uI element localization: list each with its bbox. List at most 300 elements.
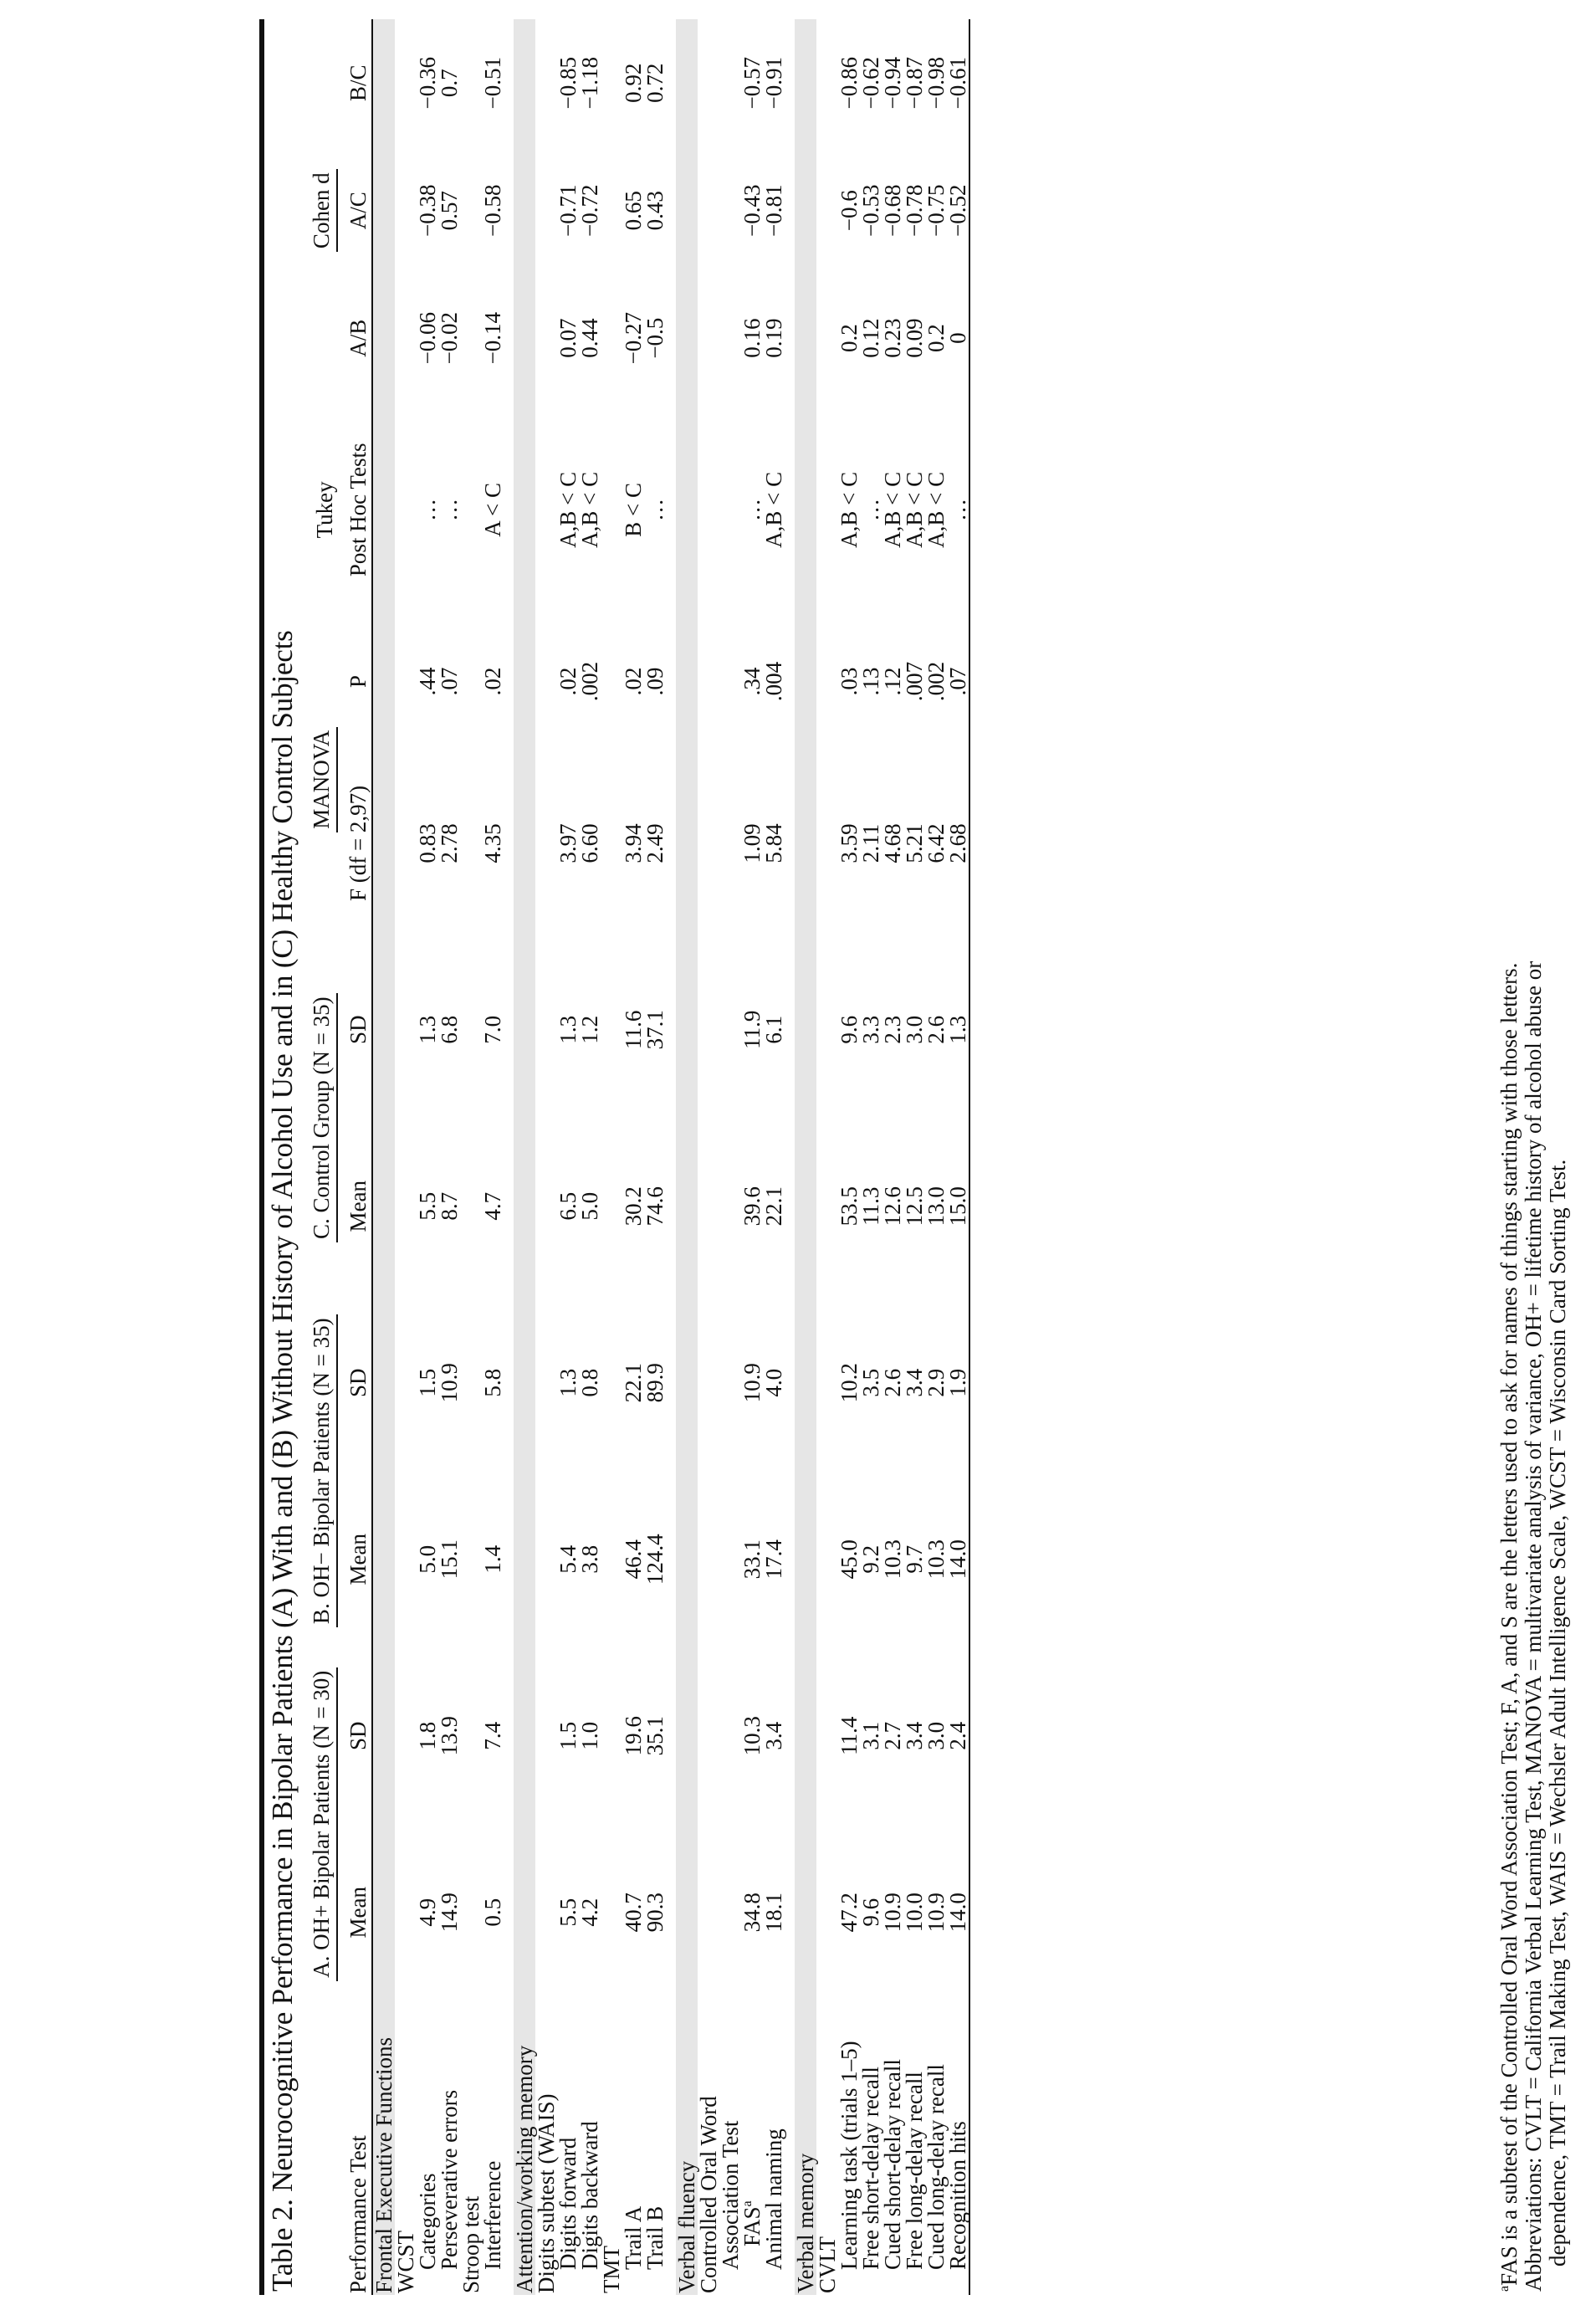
row-label (698, 2000, 719, 2295)
cell-mean-a: 40.7 (621, 1893, 646, 1933)
cell-post-hoc (601, 402, 622, 617)
cell-f-value (795, 745, 816, 941)
cell-cohen-ac (698, 147, 719, 274)
cell-sd-c: 11.6 (621, 1010, 646, 1049)
table-row (947, 19, 969, 2295)
cell-mean-b: 10.3 (880, 1539, 905, 1580)
row-label-text: Attention/working memory (512, 2045, 537, 2293)
cell-cohen-bc: 0.92 (621, 63, 646, 103)
row-label (882, 2000, 903, 2295)
cell-sd-a: 2.7 (880, 1721, 905, 1750)
cell-p-value (795, 617, 816, 745)
cell-cohen-bc: −0.85 (555, 57, 581, 110)
cell-cohen-ac (395, 147, 417, 274)
cell-cohen-ac: −0.81 (761, 184, 786, 238)
row-label (741, 2000, 763, 2295)
cell-mean-c (372, 1118, 395, 1294)
cell-cohen-bc: 0.7 (437, 69, 462, 98)
cell-f-value (514, 745, 535, 941)
cell-sd-b (514, 1294, 535, 1471)
table-row (763, 19, 785, 2295)
cell-cohen-ac (372, 147, 395, 274)
cell-sd-a: 3.4 (761, 1721, 786, 1750)
cell-mean-c (719, 1118, 741, 1294)
row-label (395, 2000, 417, 2295)
cell-sd-c: 3.0 (902, 1015, 927, 1044)
results-table (306, 19, 970, 2295)
section-row (795, 19, 816, 2295)
cell-mean-b: 14.0 (947, 1471, 969, 1647)
cell-mean-c: 6.5 (555, 1191, 581, 1221)
cell-post-hoc: A,B < C (577, 471, 602, 548)
cell-cohen-ab: −0.14 (480, 311, 505, 365)
table-row (557, 19, 579, 2295)
cell-post-hoc: B < C (621, 482, 646, 537)
cell-post-hoc: A,B < C (902, 471, 927, 548)
cell-post-hoc: … (739, 498, 765, 521)
cell-cohen-bc (816, 19, 838, 147)
cell-cohen-ab: 0.12 (858, 318, 883, 358)
cell-cohen-bc: −0.62 (858, 57, 883, 110)
cell-mean-c: 5.0 (577, 1191, 602, 1221)
table-row (438, 19, 460, 2295)
cell-sd-c: 1.2 (577, 1015, 602, 1044)
cell-sd-b: 4.0 (761, 1368, 786, 1397)
cell-f-value: 2.78 (437, 823, 462, 863)
cell-cohen-ac (535, 147, 557, 274)
col-ac: A/C (345, 192, 371, 230)
table-row (903, 19, 925, 2295)
table-body (372, 19, 969, 2295)
cell-mean-c: 39.6 (739, 1186, 765, 1227)
cell-cohen-bc: −0.61 (947, 19, 969, 147)
cell-sd-b (816, 1294, 838, 1471)
cell-cohen-ab (460, 274, 482, 402)
row-label (460, 2000, 482, 2295)
cell-mean-c (698, 1118, 719, 1294)
cell-mean-c (535, 1118, 557, 1294)
cell-sd-b: 3.5 (858, 1368, 883, 1397)
cell-sd-c: 37.1 (642, 1010, 668, 1050)
cell-cohen-ac (514, 147, 535, 274)
cell-f-value: 2.49 (642, 823, 668, 863)
row-label-text: Recognition hits (945, 2121, 970, 2270)
cell-sd-a: 1.8 (415, 1721, 440, 1750)
cell-mean-a (795, 1824, 816, 2000)
cell-sd-a: 3.4 (902, 1721, 927, 1750)
cell-mean-b: 5.0 (415, 1544, 440, 1574)
cell-cohen-ac (676, 147, 698, 274)
col-sd-b: SD (345, 1368, 371, 1397)
cell-sd-c (372, 941, 395, 1118)
cell-mean-c (395, 1118, 417, 1294)
row-label (719, 2000, 741, 2295)
cell-cohen-ab: 0.23 (880, 318, 905, 358)
cell-cohen-ab (698, 274, 719, 402)
cell-sd-c: 2.6 (923, 1015, 949, 1044)
cell-mean-a (372, 1824, 395, 2000)
row-label-text: Frontal Executive Functions (371, 2037, 396, 2293)
cell-cohen-bc: 0.72 (642, 63, 668, 103)
row-label (372, 2000, 395, 2295)
row-label-text: TMT (599, 2246, 624, 2293)
cell-f-value (460, 745, 482, 941)
cell-sd-b: 2.6 (880, 1368, 905, 1397)
table-row (579, 19, 601, 2295)
table-row (925, 19, 947, 2295)
cell-sd-b: 22.1 (621, 1363, 646, 1403)
cell-cohen-ac: 0.43 (642, 191, 668, 231)
cell-p-value (719, 617, 741, 745)
cell-post-hoc: … (642, 498, 668, 521)
cell-post-hoc (514, 402, 535, 617)
table-row (698, 19, 719, 2295)
cell-mean-c: 5.5 (415, 1191, 440, 1221)
cell-post-hoc (698, 402, 719, 617)
footnote-abbreviations: Abbreviations: CVLT = California Verbal Learning Test, MANOVA = multivariate analysis of variance, OH+ = lifetime history of alcohol abuse or (1521, 960, 1546, 2292)
cell-post-hoc: … (947, 402, 969, 617)
cell-mean-b (514, 1471, 535, 1647)
cell-sd-c (601, 941, 622, 1118)
cell-p-value (601, 617, 622, 745)
row-label (860, 2000, 882, 2295)
cell-post-hoc (816, 402, 838, 617)
cell-f-value: 3.59 (836, 823, 862, 863)
cell-mean-a: 4.9 (415, 1898, 440, 1927)
cell-cohen-ac (601, 147, 622, 274)
row-label-text: Categories (415, 2173, 440, 2270)
cell-sd-b: 2.9 (923, 1368, 949, 1397)
cell-sd-b: 0.8 (577, 1368, 602, 1397)
cell-mean-b (372, 1471, 395, 1647)
cell-f-value: 4.68 (880, 823, 905, 863)
cell-p-value (698, 617, 719, 745)
cell-post-hoc: A,B < C (880, 471, 905, 548)
cell-mean-a (601, 1824, 622, 2000)
footnotes (1497, 33, 1570, 2292)
row-label (482, 2000, 504, 2295)
cell-cohen-bc (535, 19, 557, 147)
cell-p-value: .09 (642, 667, 668, 696)
cell-sd-b (601, 1294, 622, 1471)
row-label (838, 2000, 860, 2295)
row-label-text: Verbal memory (793, 2153, 818, 2293)
cell-p-value (372, 617, 395, 745)
column-header-row (338, 19, 372, 2295)
cell-mean-a: 18.1 (761, 1893, 786, 1933)
cell-cohen-bc (601, 19, 622, 147)
cell-post-hoc: … (415, 498, 440, 521)
cell-mean-c (601, 1118, 622, 1294)
col-sd-c: SD (345, 1015, 371, 1044)
cell-f-value: 6.60 (577, 823, 602, 863)
cell-sd-c: 1.3 (555, 1015, 581, 1044)
cell-sd-c: 6.8 (437, 1015, 462, 1044)
cell-f-value: 5.84 (761, 823, 786, 863)
row-label (438, 2000, 460, 2295)
cell-sd-c (535, 941, 557, 1118)
cell-sd-b (676, 1294, 698, 1471)
table-row (460, 19, 482, 2295)
col-mean-a: Mean (345, 1887, 371, 1939)
cell-f-value (601, 745, 622, 941)
group-header-row (306, 19, 338, 2295)
row-label-text: Interference (480, 2160, 505, 2270)
cell-cohen-ac (795, 147, 816, 274)
tukey-header: Tukey (312, 481, 337, 539)
cell-cohen-ab: 0.2 (836, 324, 862, 353)
row-label-text: Cued short-delay recall (880, 2059, 905, 2270)
cell-p-value: .44 (415, 667, 440, 696)
cell-mean-a: 34.8 (739, 1893, 765, 1933)
footnote-fas (1497, 33, 1522, 2292)
cell-cohen-ab (372, 274, 395, 402)
cell-sd-a (460, 1647, 482, 1824)
cell-f-value (395, 745, 417, 941)
cell-sd-c: 2.3 (880, 1015, 905, 1044)
col-f: F (df = 2,97) (345, 785, 371, 902)
row-label (763, 2000, 785, 2295)
row-label-text: Verbal fluency (674, 2160, 699, 2293)
cell-post-hoc (795, 402, 816, 617)
cell-cohen-ac: −0.58 (480, 184, 505, 238)
footnote-abbreviations-cont: dependence, TMT = Trail Making Test, WAIS = Wechsler Adult Intelligence Scale, WCST = Wisconsin Card Sorting Test. (1545, 1159, 1570, 2267)
cell-sd-b (460, 1294, 482, 1471)
cell-cohen-ac: −0.78 (902, 184, 927, 238)
cell-cohen-ab (816, 274, 838, 402)
spacer-row (666, 19, 676, 2295)
cell-sd-a (514, 1647, 535, 1824)
table-row (741, 19, 763, 2295)
row-label (514, 2000, 535, 2295)
cell-sd-c (816, 941, 838, 1118)
table-row (644, 19, 666, 2295)
row-label-text: Digits backward (577, 2121, 602, 2270)
cell-cohen-ac: −0.72 (577, 184, 602, 238)
cell-f-value: 2.11 (858, 823, 883, 863)
cell-sd-b (795, 1294, 816, 1471)
cell-mean-a (514, 1824, 535, 2000)
cell-post-hoc: A < C (480, 482, 505, 537)
cell-p-value (535, 617, 557, 745)
cell-cohen-bc (395, 19, 417, 147)
cell-f-value: 2.68 (947, 745, 969, 941)
cell-post-hoc (535, 402, 557, 617)
cell-sd-a (535, 1647, 557, 1824)
cell-cohen-ab: −0.5 (642, 317, 668, 359)
cell-mean-c (676, 1118, 698, 1294)
cell-sd-a: 3.1 (858, 1721, 883, 1750)
col-ab: A/B (345, 319, 371, 357)
cell-mean-a (676, 1824, 698, 2000)
cell-p-value: .007 (902, 661, 927, 702)
cell-sd-b (719, 1294, 741, 1471)
col-post-hoc: Post Hoc Tests (345, 443, 371, 577)
cell-sd-c: 7.0 (480, 1015, 505, 1044)
cell-sd-a (795, 1647, 816, 1824)
cell-f-value: 1.09 (739, 823, 765, 863)
cell-cohen-ac (719, 147, 741, 274)
cell-mean-b (535, 1471, 557, 1647)
cell-mean-b (395, 1471, 417, 1647)
cell-mean-a: 14.0 (947, 1824, 969, 2000)
row-label-text: Trail B (642, 2205, 668, 2270)
col-bc: B/C (345, 64, 371, 102)
row-label-text: Digits subtest (WAIS) (534, 2093, 559, 2293)
cell-p-value (460, 617, 482, 745)
cell-mean-b: 124.4 (642, 1534, 668, 1585)
cell-sd-b: 5.8 (480, 1368, 505, 1397)
cell-sd-c (719, 941, 741, 1118)
cell-cohen-bc (372, 19, 395, 147)
cell-sd-a (719, 1647, 741, 1824)
cell-mean-a: 14.9 (437, 1893, 462, 1933)
col-p: P (345, 674, 371, 689)
cell-sd-a: 2.4 (947, 1647, 969, 1824)
cell-mean-c: 53.5 (836, 1186, 862, 1227)
cell-sd-b: 10.9 (739, 1363, 765, 1403)
cell-sd-c (698, 941, 719, 1118)
cell-sd-b: 89.9 (642, 1363, 668, 1403)
cell-f-value: 3.94 (621, 823, 646, 863)
cell-cohen-ab: −0.27 (621, 311, 646, 365)
row-label (795, 2000, 816, 2295)
cell-sd-a (395, 1647, 417, 1824)
row-label-text: Association Test (718, 2120, 743, 2270)
cell-f-value: 4.35 (480, 823, 505, 863)
cell-sd-c: 3.3 (858, 1015, 883, 1044)
cell-cohen-ab: 0.16 (739, 318, 765, 358)
cell-mean-b: 33.1 (739, 1539, 765, 1580)
cell-cohen-bc: −0.86 (836, 57, 862, 110)
cell-post-hoc (372, 402, 395, 617)
cell-sd-a (698, 1647, 719, 1824)
cell-sd-a: 10.3 (739, 1716, 765, 1756)
cell-cohen-ab (535, 274, 557, 402)
cell-cohen-ac: 0.65 (621, 191, 646, 231)
cell-sd-a (372, 1647, 395, 1824)
cell-f-value: 6.42 (923, 823, 949, 863)
cell-mean-c: 12.5 (902, 1186, 927, 1227)
cell-mean-a (698, 1824, 719, 2000)
cell-f-value (535, 745, 557, 941)
cell-mean-c (816, 1118, 838, 1294)
col-performance-test: Performance Test (345, 2135, 371, 2293)
cell-p-value: .07 (947, 617, 969, 745)
cell-cohen-ab: −0.02 (437, 311, 462, 365)
table-row (816, 19, 838, 2295)
cell-mean-c: 12.6 (880, 1186, 905, 1227)
row-label-text: Digits forward (555, 2137, 581, 2270)
col-mean-b: Mean (345, 1533, 371, 1585)
cell-post-hoc (395, 402, 417, 617)
row-label (622, 2000, 644, 2295)
row-label-text: Cued long-delay recall (923, 2064, 949, 2270)
cell-cohen-ab (676, 274, 698, 402)
row-label (644, 2000, 666, 2295)
group-c-header: C. Control Group (N = 35) (309, 993, 338, 1242)
footnote-marker: a (740, 2200, 755, 2207)
cell-mean-b: 45.0 (836, 1539, 862, 1580)
cell-mean-a: 5.5 (555, 1898, 581, 1927)
table-row (395, 19, 417, 2295)
cell-sd-a: 11.4 (836, 1716, 862, 1755)
cell-cohen-bc: −0.91 (761, 57, 786, 110)
cell-mean-b (816, 1471, 838, 1647)
row-label (947, 2000, 969, 2295)
cell-cohen-bc (719, 19, 741, 147)
row-label (903, 2000, 925, 2295)
cell-mean-a (719, 1824, 741, 2000)
cell-mean-c: 22.1 (761, 1186, 786, 1227)
cell-cohen-bc: −0.98 (923, 57, 949, 110)
cell-cohen-bc (460, 19, 482, 147)
cell-mean-a (395, 1824, 417, 2000)
cell-cohen-ac: −0.43 (739, 184, 765, 238)
cell-sd-b: 1.3 (555, 1368, 581, 1397)
cell-p-value: .12 (880, 667, 905, 696)
cell-sd-a: 7.4 (480, 1721, 505, 1750)
cell-sd-c (460, 941, 482, 1118)
row-label (557, 2000, 579, 2295)
table-row (622, 19, 644, 2295)
footnote-fas-text: FAS is a subtest of the Controlled Oral Word Association Test; F, A, and S are the letters used to ask for names of things starting with those letters. (1496, 962, 1522, 2286)
cell-sd-b (698, 1294, 719, 1471)
cell-mean-b (698, 1471, 719, 1647)
cell-cohen-bc (676, 19, 698, 147)
cell-cohen-ab: −0.06 (415, 311, 440, 365)
cell-sd-b: 1.9 (947, 1294, 969, 1471)
cell-sd-b (535, 1294, 557, 1471)
cell-p-value: .02 (621, 667, 646, 696)
cell-cohen-ac: −0.52 (947, 147, 969, 274)
cell-cohen-bc: −0.51 (480, 57, 505, 110)
cell-mean-c: 4.7 (480, 1191, 505, 1221)
cell-mean-c: 8.7 (437, 1191, 462, 1221)
row-label (535, 2000, 557, 2295)
cell-mean-a: 4.2 (577, 1898, 602, 1927)
row-label-text: FAS (739, 2206, 765, 2246)
cell-p-value (676, 617, 698, 745)
cell-cohen-ac: 0.57 (437, 191, 462, 231)
row-label (417, 2000, 438, 2295)
cell-cohen-ab: 0.2 (923, 324, 949, 353)
cell-cohen-ab: 0.19 (761, 318, 786, 358)
cell-sd-c: 9.6 (836, 1015, 862, 1044)
cell-sd-c (795, 941, 816, 1118)
cell-mean-b (676, 1471, 698, 1647)
cell-mean-b: 9.7 (902, 1544, 927, 1574)
cell-mean-a: 10.9 (880, 1893, 905, 1933)
cell-post-hoc: … (437, 498, 462, 521)
cell-mean-a: 9.6 (858, 1898, 883, 1927)
cell-f-value (372, 745, 395, 941)
cell-post-hoc: A,B < C (761, 471, 786, 548)
cell-cohen-ab: 0.09 (902, 318, 927, 358)
row-label-text: Free short-delay recall (858, 2067, 883, 2270)
cell-mean-b: 46.4 (621, 1539, 646, 1580)
cell-mean-b: 5.4 (555, 1544, 581, 1574)
group-b-header: B. OH− Bipolar Patients (N = 35) (309, 1314, 338, 1627)
cell-sd-b: 10.9 (437, 1363, 462, 1403)
cell-p-value: .004 (761, 661, 786, 702)
table-title: Table 2. Neurocognitive Performance in Bipolar Patients (A) With and (B) Without History of Alcohol Use and in (C) Healthy Control Subjects (266, 630, 299, 2292)
cell-sd-c (514, 941, 535, 1118)
cell-mean-a: 47.2 (836, 1893, 862, 1933)
table-row (719, 19, 741, 2295)
cell-cohen-bc: −0.94 (880, 57, 905, 110)
cell-cohen-ac: −0.75 (923, 184, 949, 238)
